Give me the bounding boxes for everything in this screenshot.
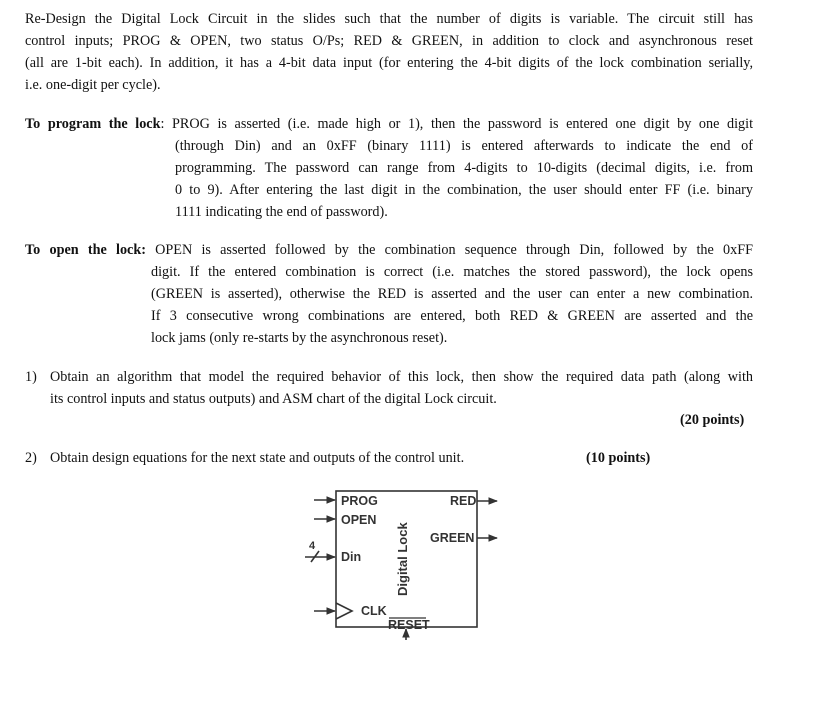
green-label: GREEN — [430, 531, 475, 545]
open-line: (GREEN is asserted), otherwise the RED is asserted and the user can enter a new combination. — [151, 286, 753, 302]
block-title: Digital Lock — [395, 522, 410, 596]
reset-label: RESET — [388, 618, 430, 632]
open-line: lock jams (only re-starts by the asynchronous reset). — [151, 330, 448, 346]
open-line: digit. If the entered combination is correct (i.e. matches the stored password), the lock opens — [151, 264, 753, 280]
open-first-line-text: OPEN is asserted followed by the combination sequence through Din, followed by the 0xFF — [145, 242, 753, 258]
program-line: 0 to 9). After entering the last digit in the combination, the user should enter FF (i.e. binary — [175, 182, 753, 198]
clock-triangle — [336, 603, 352, 619]
intro-line: control inputs; PROG & OPEN, two status O/Ps; RED & GREEN, in addition to clock and asynchronous reset — [25, 33, 753, 49]
open-heading: To open the lock: — [25, 242, 146, 258]
open-label: OPEN — [341, 513, 377, 527]
question-line: its control inputs and status outputs) and ASM chart of the digital Lock circuit. — [50, 391, 497, 407]
clk-label: CLK — [361, 604, 387, 618]
intro-line: i.e. one-digit per cycle). — [25, 77, 161, 93]
program-line: (through Din) and an 0xFF (binary 1111) is entered afterwards to indicate the end of — [175, 138, 753, 154]
question-2-number: 2) — [25, 450, 37, 466]
question-1-points: (20 points) — [680, 412, 745, 428]
intro-line: Re-Design the Digital Lock Circuit in the slides such that the number of digits is variable. The circuit still has — [25, 11, 753, 27]
din-label: Din — [341, 550, 362, 564]
program-heading: To program the lock — [25, 116, 161, 132]
bus-width-label: 4 — [309, 540, 316, 552]
question-2-text: Obtain design equations for the next state and outputs of the control unit. — [50, 450, 465, 466]
prog-label: PROG — [341, 494, 378, 508]
program-line: 1111 indicating the end of password). — [175, 204, 388, 220]
question-line: Obtain an algorithm that model the required behavior of this lock, then show the required data path (along with — [50, 369, 753, 385]
program-first-line-text: : PROG is asserted (i.e. made high or 1), then the password is entered one digit by one digit — [160, 116, 754, 132]
program-line: programming. The password can range from 4-digits to 10-digits (decimal digits, i.e. from — [175, 160, 753, 176]
question-1-number: 1) — [25, 369, 37, 385]
open-line: If 3 consecutive wrong combinations are entered, both RED & GREEN are asserted and the — [151, 308, 753, 324]
intro-line: (all are 1-bit each). In addition, it has a 4-bit data input (for entering the 4-bit digits of the lock combination serially, — [25, 55, 753, 71]
red-label: RED — [450, 494, 477, 508]
question-2-points: (10 points) — [586, 450, 651, 466]
